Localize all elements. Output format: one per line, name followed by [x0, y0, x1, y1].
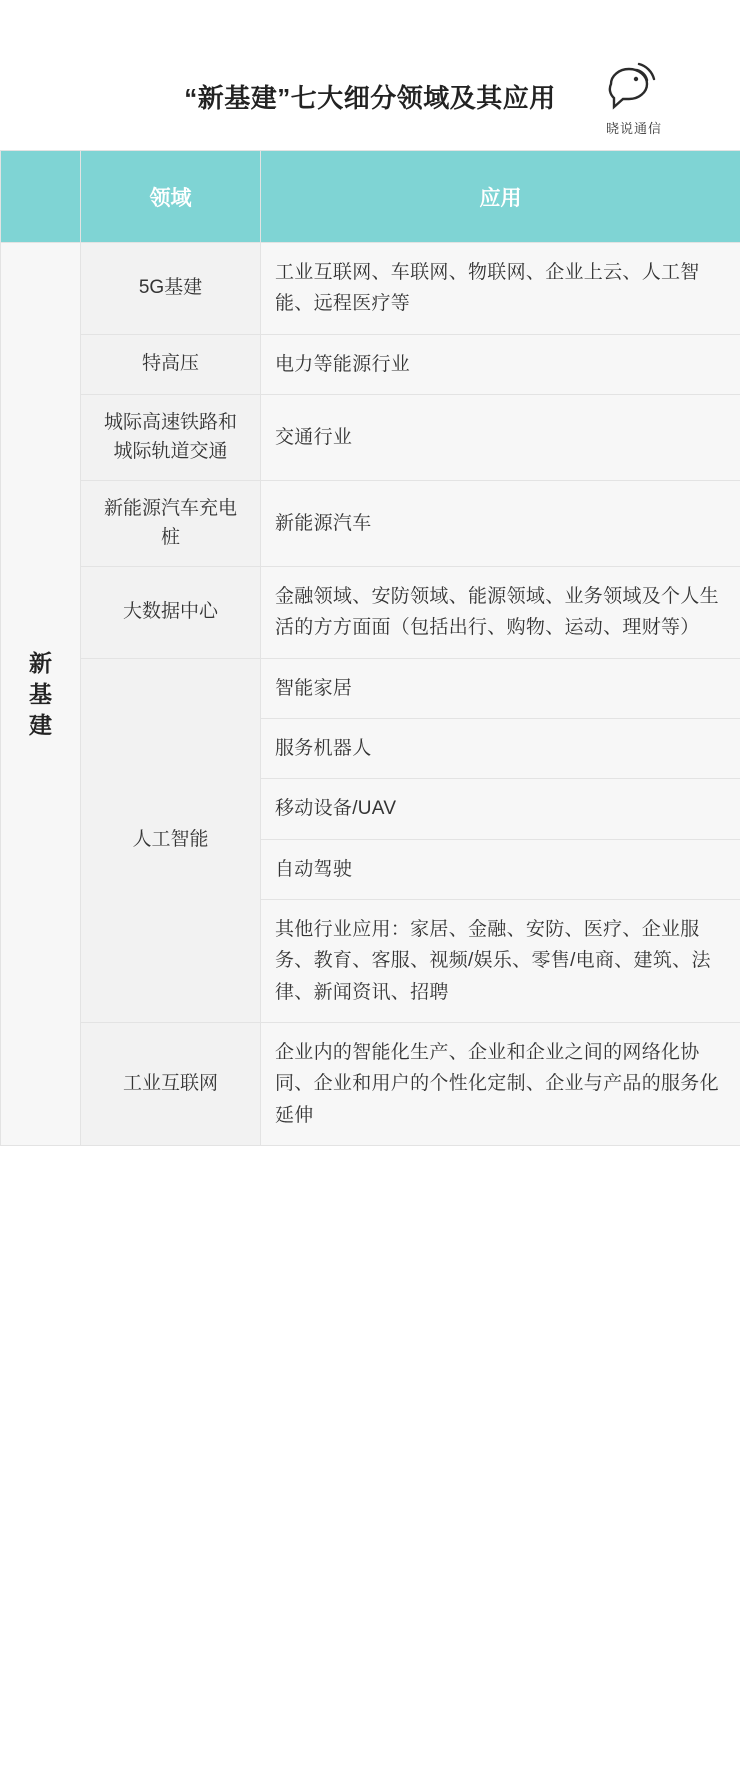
application-cell: 交通行业 — [261, 395, 740, 481]
brand-logo — [586, 58, 682, 137]
field-cell: 工业互联网 — [81, 1023, 261, 1146]
application-cell: 其他行业应用：家居、金融、安防、医疗、企业服务、教育、客服、视频/娱乐、零售/电商、建筑、法律、新闻资讯、招聘 — [261, 900, 740, 1023]
brand-name: 晓说通信 — [605, 121, 662, 136]
page-title: “新基建”七大细分领域及其应用 — [184, 83, 556, 113]
field-cell: 新能源汽车充电桩 — [81, 481, 261, 567]
new-infrastructure-table — [0, 150, 740, 1146]
table-row — [1, 567, 740, 659]
field-cell: 5G基建 — [81, 243, 261, 335]
application-cell: 服务机器人 — [261, 719, 740, 779]
application-cell: 企业内的智能化生产、企业和企业之间的网络化协同、企业和用户的个性化定制、企业与产品的服务化延伸 — [261, 1023, 740, 1146]
column-header-blank — [1, 151, 81, 243]
field-cell: 特高压 — [81, 334, 261, 394]
speech-bubble-wifi-icon — [603, 58, 665, 114]
table-header — [1, 151, 740, 243]
page-header — [0, 0, 740, 150]
application-cell: 工业互联网、车联网、物联网、企业上云、人工智能、远程医疗等 — [261, 243, 740, 335]
table-row — [1, 334, 740, 394]
column-header-field: 领域 — [81, 151, 261, 243]
field-cell: 大数据中心 — [81, 567, 261, 659]
table-row — [1, 1023, 740, 1146]
table-row — [1, 658, 740, 718]
application-cell: 新能源汽车 — [261, 481, 740, 567]
application-cell: 金融领域、安防领域、能源领域、业务领域及个人生活的方方面面（包括出行、购物、运动、理财等） — [261, 567, 740, 659]
table-header-row — [1, 151, 740, 243]
application-cell: 移动设备/UAV — [261, 779, 740, 839]
column-header-application: 应用 — [261, 151, 740, 243]
table-body — [1, 243, 740, 1146]
application-cell: 智能家居 — [261, 658, 740, 718]
root-category-cell — [1, 243, 81, 1146]
field-cell: 人工智能 — [81, 658, 261, 1022]
field-cell: 城际高速铁路和城际轨道交通 — [81, 395, 261, 481]
table-row — [1, 395, 740, 481]
table-row — [1, 243, 740, 335]
table-row — [1, 481, 740, 567]
root-category-label: 新基建 — [29, 649, 52, 738]
application-cell: 自动驾驶 — [261, 839, 740, 899]
application-cell: 电力等能源行业 — [261, 334, 740, 394]
